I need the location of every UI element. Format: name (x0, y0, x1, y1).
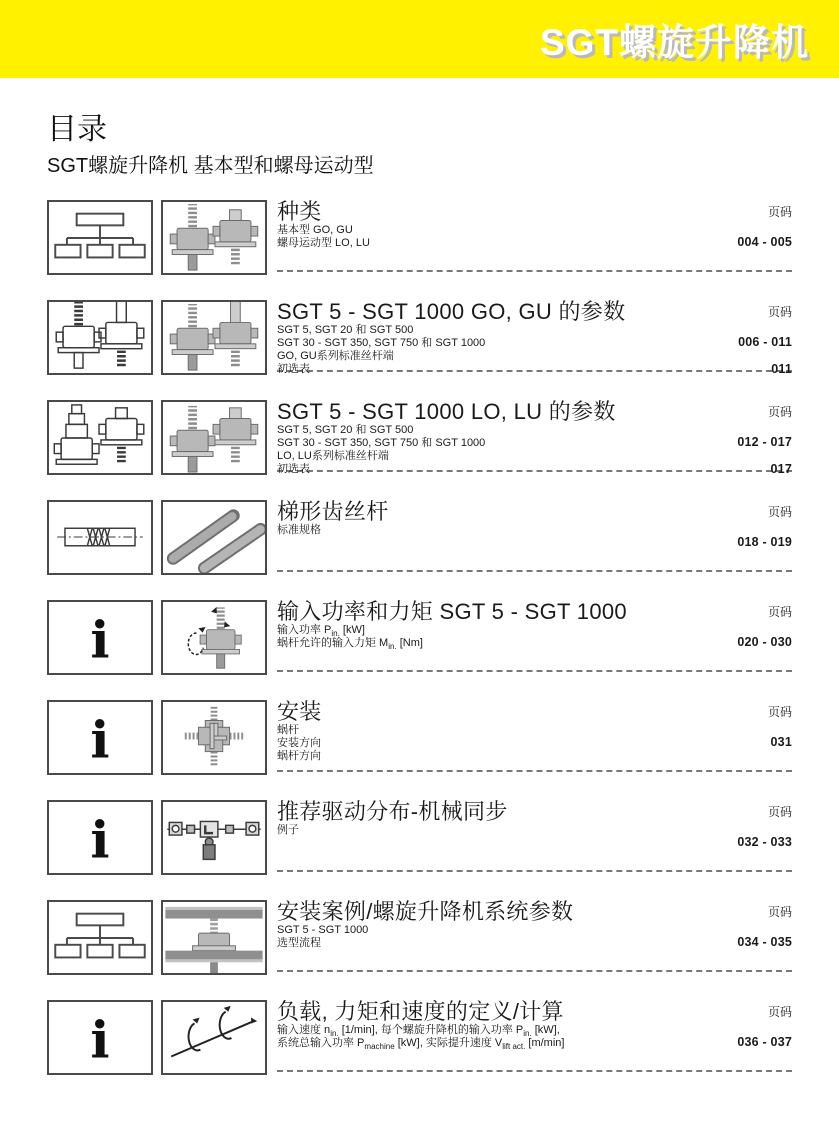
page-number[interactable]: 011 (771, 362, 792, 376)
page-number[interactable]: 032 - 033 (737, 835, 792, 849)
section-subline: SGT 5, SGT 20 和 SGT 500 (277, 324, 414, 336)
info-icon (47, 1000, 153, 1075)
toc-row (47, 800, 792, 900)
svg-text:i: i (90, 710, 110, 770)
pages-label: 页码 (767, 905, 792, 919)
page-number[interactable]: 020 - 030 (737, 635, 792, 649)
rotation-arrows-icon (161, 1000, 267, 1075)
pages-label: 页码 (767, 805, 792, 819)
section-title[interactable]: 输入功率和力矩 SGT 5 - SGT 1000 (277, 599, 627, 624)
toc-row (47, 200, 792, 300)
toc-row (47, 400, 792, 500)
info-icon (47, 700, 153, 775)
toc-list (47, 200, 792, 1100)
toc-row (47, 700, 792, 800)
section-title[interactable]: 安装 (277, 699, 322, 724)
section-subline: 例子 (277, 824, 299, 836)
screw-drawing-icon (47, 500, 153, 575)
pages-label: 页码 (767, 305, 792, 319)
sync-diagram-icon (161, 800, 267, 875)
section-subline: 安装方向 (277, 737, 321, 749)
section-subline: 基本型 GO, GU (277, 224, 353, 236)
section-subline: 输入速度 $n_{in.}$ [1/min], 每个螺旋升降机的输入功率 $P_{in.}$ [kW], (277, 1024, 560, 1039)
product-family-chart-icon (47, 200, 153, 275)
info-icon (47, 600, 153, 675)
section-title[interactable]: SGT 5 - SGT 1000 GO, GU 的参数 (277, 299, 626, 324)
screw-jacks-photo-go-icon (161, 300, 267, 375)
section-subline: 系统总输入功率 $P_{machine}$ [kW], 实际提升速度 $V_{lift act.}$ [m/min] (277, 1037, 565, 1052)
toc-row (47, 600, 792, 700)
pages-label: 页码 (767, 605, 792, 619)
section-subline: GO, GU系列标准丝杆端 (277, 350, 394, 362)
section-subline: SGT 5 - SGT 1000 (277, 924, 369, 936)
section-subline: 标准规格 (277, 524, 321, 536)
section-subline: LO, LU系列标准丝杆端 (277, 450, 389, 462)
section-subline: SGT 30 - SGT 350, SGT 750 和 SGT 1000 (277, 437, 486, 449)
screw-jacks-photo-lo-icon (161, 400, 267, 475)
section-subline: 蜗杆 (277, 724, 299, 736)
section-subline: 初选表 (277, 363, 310, 375)
svg-text:i: i (90, 610, 110, 670)
screws-photo-icon (161, 500, 267, 575)
header-bar (0, 0, 839, 78)
info-icon (47, 800, 153, 875)
pages-label: 页码 (767, 505, 792, 519)
section-subline: SGT 30 - SGT 350, SGT 750 和 SGT 1000 (277, 337, 486, 349)
section-title[interactable]: 推荐驱动分布-机械同步 (277, 799, 508, 824)
section-title[interactable]: 负载, 力矩和速度的定义/计算 (277, 999, 564, 1024)
svg-text:i: i (90, 810, 110, 870)
screw-jacks-photo-icon (161, 200, 267, 275)
toc-subtitle: SGT螺旋升降机 基本型和螺母运动型 (47, 155, 374, 177)
page-number[interactable]: 017 (770, 462, 792, 476)
section-subline: 初选表 (277, 463, 310, 475)
toc-row (47, 900, 792, 1000)
screw-jack-drawings-lo-icon (47, 400, 153, 475)
toc-row (47, 500, 792, 600)
section-subline: 蜗杆方向 (277, 750, 321, 762)
pages-label: 页码 (767, 405, 792, 419)
section-subline: 螺母运动型 LO, LU (277, 237, 370, 249)
page-number[interactable]: 006 - 011 (738, 335, 792, 349)
svg-text:i: i (90, 1010, 110, 1070)
page-number[interactable]: 018 - 019 (737, 535, 792, 549)
pages-label: 页码 (767, 205, 792, 219)
page-number[interactable]: 031 (770, 735, 792, 749)
jacks-cross-photo-icon (161, 700, 267, 775)
toc-row (47, 300, 792, 400)
section-title[interactable]: SGT 5 - SGT 1000 LO, LU 的参数 (277, 399, 616, 424)
product-family-chart-icon (47, 900, 153, 975)
toc-title: 目录 (47, 113, 107, 146)
section-subline: 选型流程 (277, 937, 321, 949)
jack-rotation-photo-icon (161, 600, 267, 675)
page-number[interactable]: 034 - 035 (737, 935, 792, 949)
pages-label: 页码 (767, 1005, 792, 1019)
installation-photo-icon (161, 900, 267, 975)
section-title[interactable]: 安装案例/螺旋升降机系统参数 (277, 899, 574, 924)
toc-row (47, 1000, 792, 1100)
section-subline: 输入功率 $P_{in.}$ [kW] (277, 624, 365, 639)
section-subline: SGT 5, SGT 20 和 SGT 500 (277, 424, 414, 436)
header-title: SGT螺旋升降机 (539, 22, 809, 63)
pages-label: 页码 (767, 705, 792, 719)
page-number[interactable]: 012 - 017 (737, 435, 792, 449)
section-subline: 蜗杆允许的输入力矩 $M_{in.}$ [Nm] (277, 637, 423, 652)
page-number[interactable]: 036 - 037 (737, 1035, 792, 1049)
section-title[interactable]: 梯形齿丝杆 (277, 499, 389, 524)
section-title[interactable]: 种类 (277, 199, 322, 224)
page-number[interactable]: 004 - 005 (737, 235, 792, 249)
toc-page (0, 114, 839, 1100)
screw-jack-drawings-go-icon (47, 300, 153, 375)
